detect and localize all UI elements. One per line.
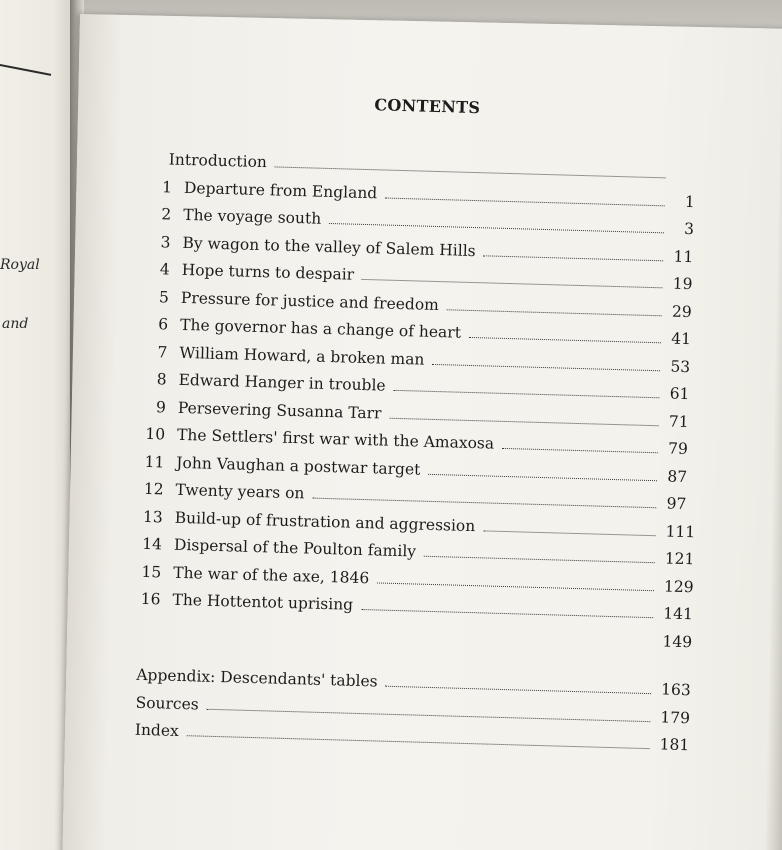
toc-number: 10: [145, 424, 166, 444]
toc-page: 19: [672, 274, 693, 294]
toc-leader-dots: [428, 473, 657, 480]
toc-leader-dots: [389, 417, 658, 426]
toc-page: 61: [669, 384, 690, 404]
toc-leader-dots: [502, 448, 658, 453]
toc-number: 11: [144, 452, 165, 471]
toc-title: Dispersal of the Poulton family: [173, 535, 417, 561]
toc-number: 14: [142, 534, 163, 554]
toc-title: Departure from England: [183, 178, 378, 202]
toc-title: William Howard, a broken man: [179, 343, 425, 369]
toc-leader-dots: [207, 708, 651, 721]
toc-number: 1: [161, 177, 173, 197]
toc-title: John Vaughan a postwar target: [176, 453, 421, 479]
toc-leader-dots: [312, 498, 656, 509]
toc-leader-dots: [432, 363, 660, 370]
toc-number: 15: [141, 562, 162, 581]
toc-leader-dots: [469, 337, 661, 343]
toc-number: 12: [143, 479, 164, 499]
toc-title: Index: [134, 720, 180, 740]
left-page-rule: [0, 64, 51, 75]
toc-title: Twenty years on: [175, 480, 305, 503]
toc-title: The Hottentot uprising: [172, 590, 354, 614]
toc-page: 181: [659, 735, 690, 755]
toc-page: 129: [663, 576, 694, 596]
toc-title: Appendix: Descendants' tables: [136, 665, 378, 691]
toc-leader-dots: [361, 609, 653, 618]
toc-leader-dots: [377, 582, 654, 591]
toc-title: By wagon to the valley of Salem Hills: [182, 233, 476, 260]
toc-title: The governor has a change of heart: [179, 315, 462, 342]
toc-leader-dots: [386, 686, 652, 694]
toc-page: 11: [673, 247, 694, 266]
toc-number: 6: [158, 315, 169, 334]
toc-number: 4: [159, 260, 170, 279]
toc-title: Edward Hanger in trouble: [178, 370, 386, 395]
toc-page: 71: [668, 412, 689, 431]
toc-page: 29: [671, 302, 692, 321]
toc-page: 179: [660, 707, 691, 727]
toc-page: [675, 179, 695, 180]
toc-number: 2: [161, 205, 172, 224]
toc-page: 111: [665, 521, 696, 541]
toc-title: Sources: [135, 693, 200, 714]
toc-page: 79: [667, 439, 689, 459]
toc-leader-dots: [362, 279, 662, 288]
toc-list: [134, 150, 695, 763]
toc-number: 3: [160, 232, 171, 252]
toc-number: 5: [158, 287, 170, 307]
toc-number: 8: [156, 370, 167, 389]
toc-title: Persevering Susanna Tarr: [177, 398, 382, 423]
toc-leader-dots: [329, 223, 664, 233]
toc-title: Introduction: [168, 150, 268, 172]
toc-page: 141: [663, 604, 694, 624]
toc-title: Pressure for justice and freedom: [180, 288, 440, 314]
toc-title: The voyage south: [182, 205, 322, 228]
page-title: CONTENTS: [374, 95, 481, 118]
toc-title: The Settlers' first war with the Amaxosa: [176, 425, 495, 453]
left-page-fragment: and: [2, 316, 29, 332]
left-page-fragment: Royal: [0, 257, 40, 273]
toc-leader-dots: [187, 735, 650, 749]
toc-title: Build-up of frustration and aggression: [174, 508, 476, 535]
page-edge-shadow: [764, 29, 782, 850]
toc-number: 13: [142, 507, 164, 526]
toc-leader-dots: [393, 390, 659, 398]
toc-page: 3: [683, 219, 695, 239]
toc-leader-dots: [275, 166, 666, 178]
toc-leader-dots: [484, 255, 664, 261]
toc-page: 121: [664, 549, 695, 569]
toc-leader-dots: [483, 530, 655, 536]
toc-page: 41: [670, 329, 692, 349]
toc-title: The war of the axe, 1846: [173, 563, 370, 587]
toc-number: 7: [157, 342, 168, 362]
toc-page: 87: [667, 467, 688, 486]
toc-page: 149: [662, 631, 693, 651]
toc-number: 9: [155, 397, 167, 416]
toc-page: 1: [684, 192, 696, 211]
toc-page: 163: [660, 680, 692, 700]
toc-page: 97: [666, 494, 687, 514]
toc-leader-dots: [424, 556, 655, 563]
toc-page: 53: [670, 357, 691, 376]
toc-leader-dots: [447, 309, 662, 316]
toc-leader-dots: [385, 197, 665, 206]
toc-number: 16: [140, 589, 161, 609]
toc-title: Hope turns to despair: [181, 260, 355, 284]
